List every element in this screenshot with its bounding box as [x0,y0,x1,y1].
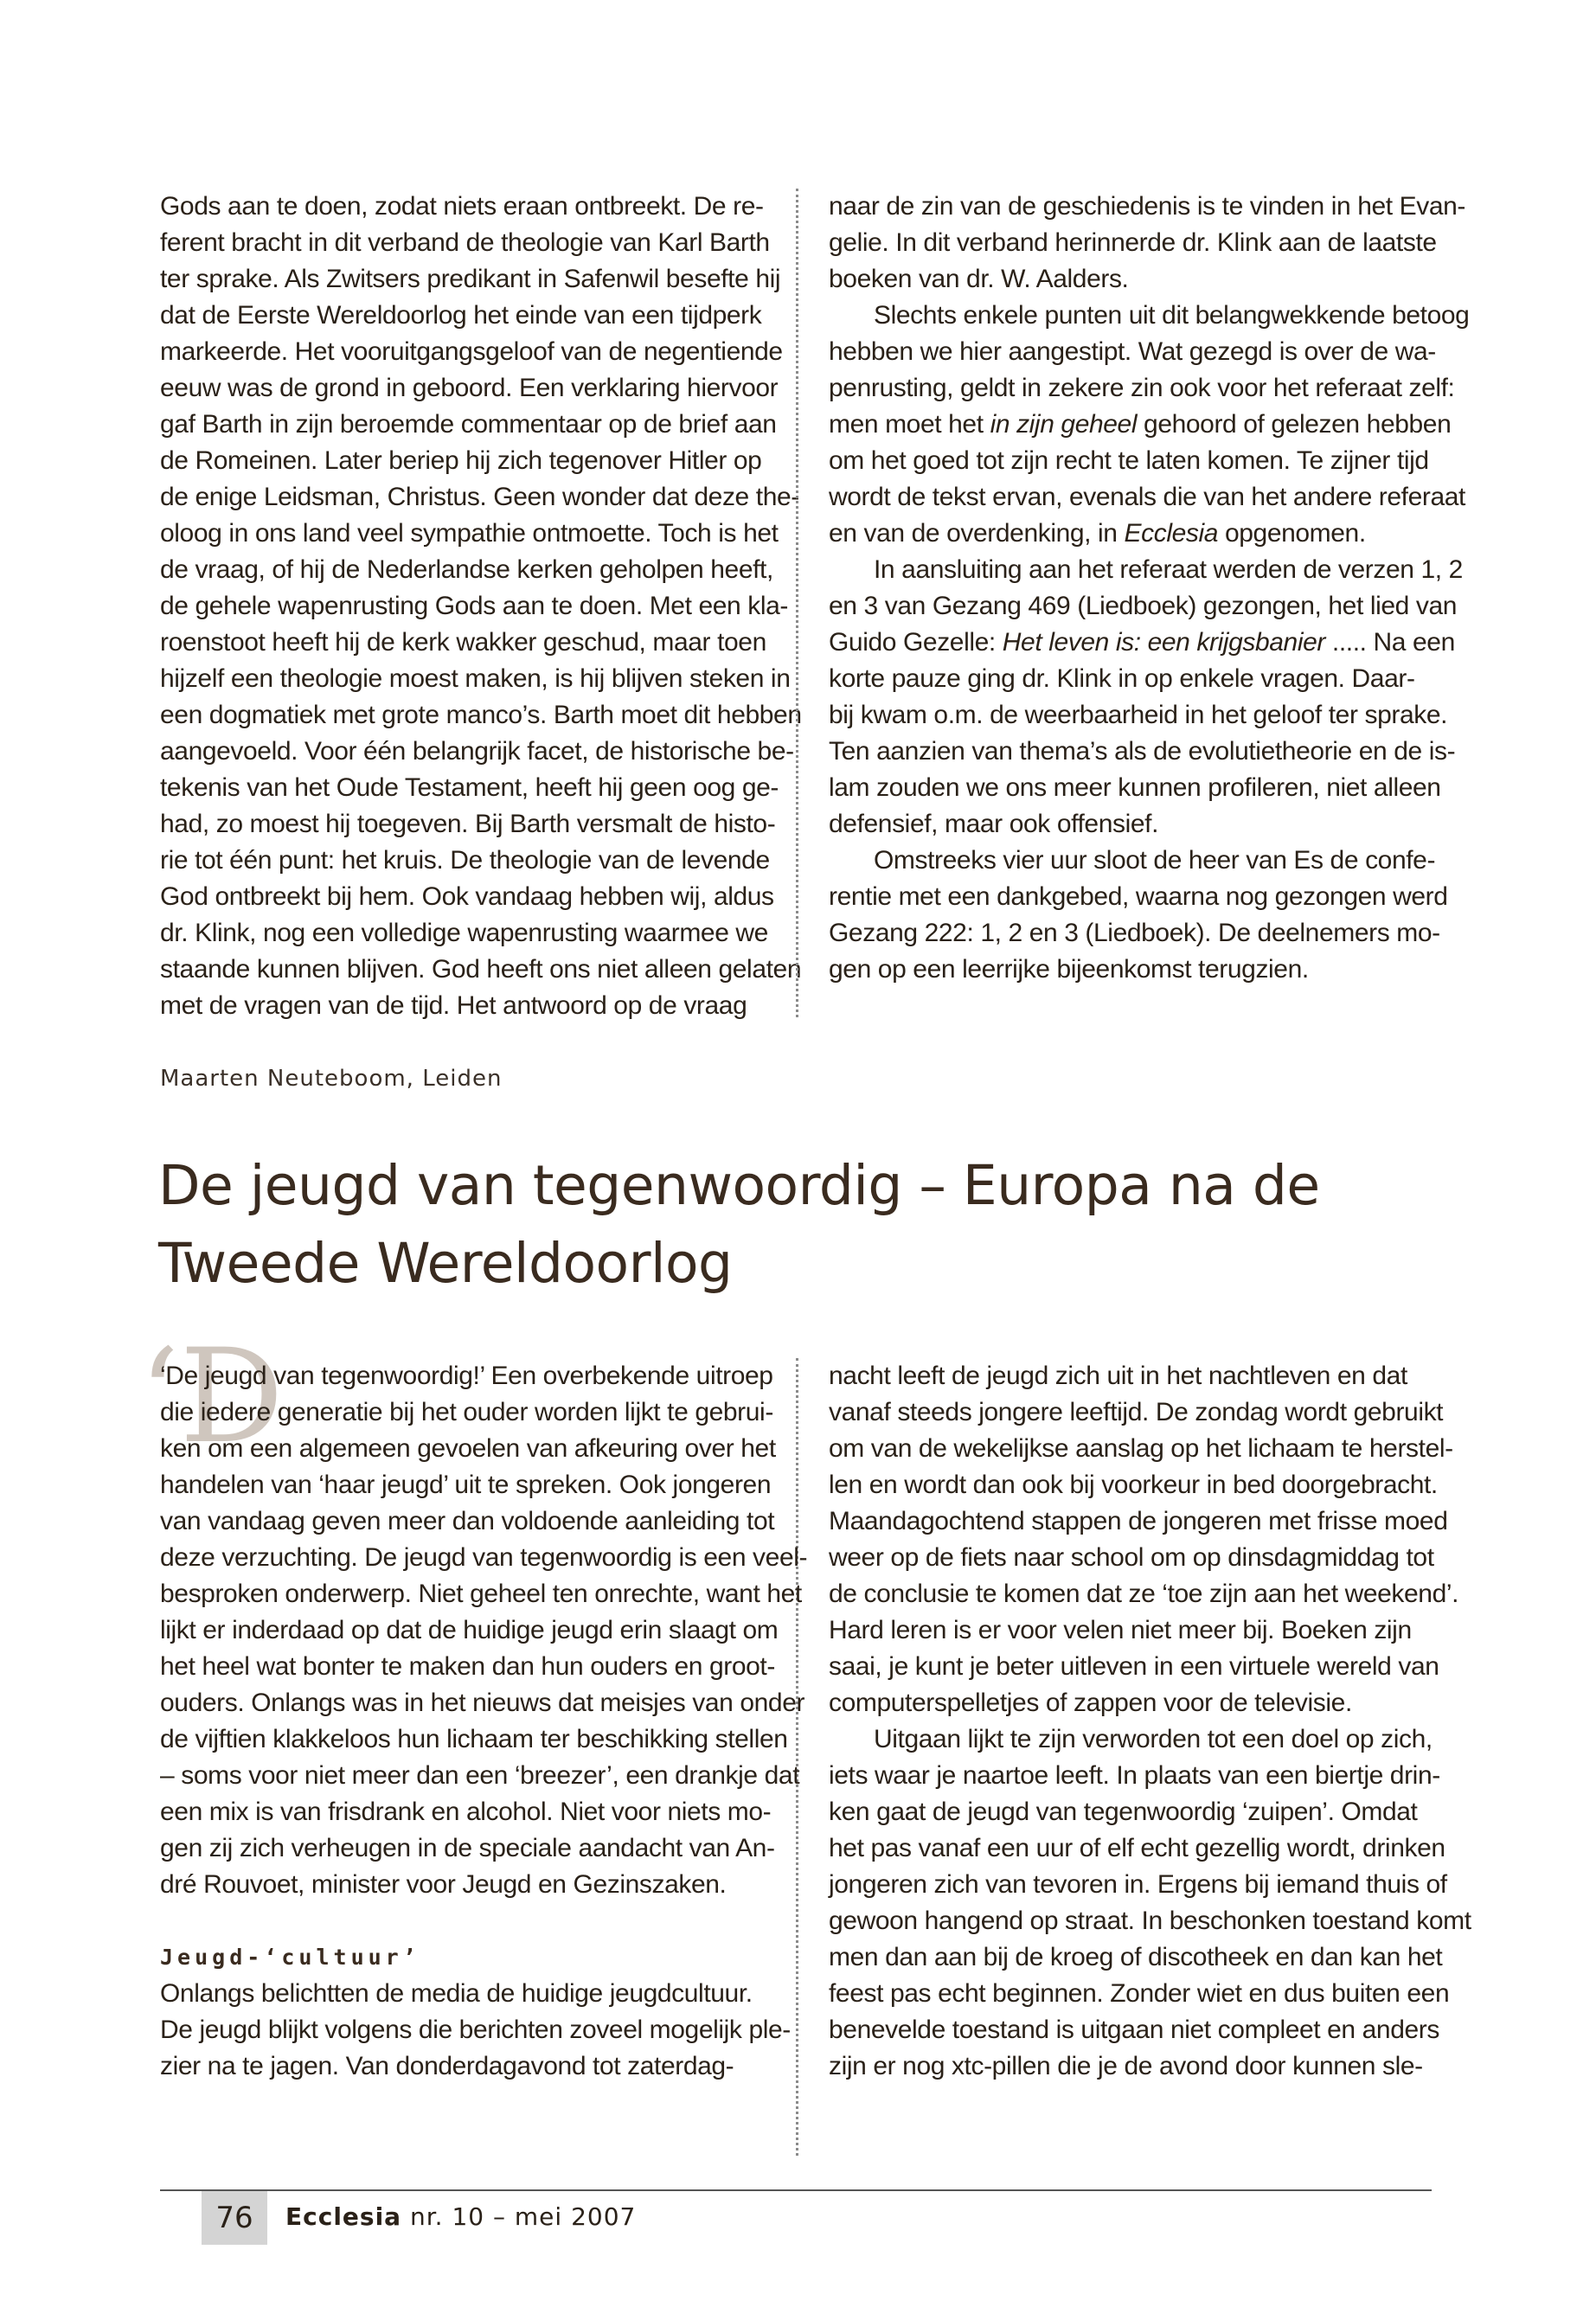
footer-issue-line [285,2202,636,2231]
text-line: roenstoot heeft hij de kerk wakker geschud, maar toen [160,628,766,657]
column-divider [796,189,798,1017]
text-line: weer op de fiets naar school om op dinsdagmiddag tot [829,1543,1434,1572]
text-line: rie tot één punt: het kruis. De theologie van de levende [160,846,770,875]
text-line: Ten aanzien van thema’s als de evolutietheorie en de is- [829,737,1456,766]
text-line [829,407,1452,443]
text-line: naar de zin van de geschiedenis is te vinden in het Evan- [829,192,1466,221]
text-line: eeuw was de grond in geboord. Een verklaring hiervoor [160,374,779,402]
text-line: ouders. Onlangs was in het nieuws dat meisjes van onder [160,1689,805,1717]
column-divider [796,1358,798,2156]
text-line: penrusting, geldt in zekere zin ook voor het referaat zelf: [829,374,1455,402]
italic-phrase: in zijn geheel [990,410,1138,439]
text-line: Omstreeks vier uur sloot de heer van Es de confe- [874,846,1436,875]
text-line: lam zouden we ons meer kunnen profileren, niet alleen [829,773,1441,802]
italic-phrase: Ecclesia [1124,519,1219,548]
text-line: hebben we hier aangestipt. Wat gezegd is over de wa- [829,337,1436,366]
text-line: die iedere generatie bij het ouder worden lijkt te gebrui- [160,1398,773,1426]
text-line: ‘De jeugd van tegenwoordig!’ Een overbekende uitroep [160,1362,773,1390]
text-line: len en wordt dan ook bij voorkeur in bed doorgebracht. [829,1471,1438,1499]
text-line: het heel wat bonter te maken dan hun ouders en groot- [160,1652,775,1681]
text-line: – soms voor niet meer dan een ‘breezer’, een drankje dat [160,1761,800,1790]
text-line: lijkt er inderdaad op dat de huidige jeugd erin slaagt om [160,1616,779,1644]
text-line: deze verzuchting. De jeugd van tegenwoordig is een veel- [160,1543,808,1572]
text-line: feest pas echt beginnen. Zonder wiet en dus buiten een [829,1979,1450,2008]
drop-cap: ‘D [138,1322,284,1472]
text-line: de Romeinen. Later beriep hij zich tegenover Hitler op [160,446,762,475]
text-line: dré Rouvoet, minister voor Jeugd en Gezinszaken. [160,1870,727,1899]
text-line: gelie. In dit verband herinnerde dr. Klink aan de laatste [829,228,1437,257]
text-line: het pas vanaf een uur of elf echt gezellig wordt, drinken [829,1834,1445,1862]
text-line: zijn er nog xtc-pillen die je de avond door kunnen sle- [829,2052,1423,2080]
text-line: De jeugd blijkt volgens die berichten zoveel mogelijk ple- [160,2016,791,2044]
text-line: gen zij zich verheugen in de speciale aandacht van An- [160,1834,775,1862]
text-run: men moet het [829,410,990,439]
text-line [829,516,1434,552]
text-line: saai, je kunt je beter uitleven in een virtuele wereld van [829,1652,1439,1681]
text-run: en van de overdenking, in [829,519,1125,548]
magazine-name: Ecclesia [285,2202,402,2231]
text-line: de conclusie te komen dat ze ‘toe zijn aan het weekend’. [829,1580,1459,1608]
text-line: Gods aan te doen, zodat niets eraan ontbreekt. De re- [160,192,764,221]
issue-info: nr. 10 – mei 2007 [401,2202,637,2231]
text-line: Maandagochtend stappen de jongeren met frisse moed [829,1507,1448,1535]
text-line: Uitgaan lijkt te zijn verworden tot een doel op zich, [874,1725,1433,1753]
text-line: had, zo moest hij toegeven. Bij Barth versmalt de histo- [160,810,776,838]
text-line: zier na te jagen. Van donderdagavond tot zaterdag- [160,2052,734,2080]
text-line: markeerde. Het vooruitgangsgeloof van de negentiende [160,337,783,366]
text-line: ferent bracht in dit verband de theologie van Karl Barth [160,228,770,257]
text-line: gaf Barth in zijn beroemde commentaar op de brief aan [160,410,777,439]
author-byline: Maarten Neuteboom, Leiden [160,1066,503,1092]
text-line: een mix is van frisdrank en alcohol. Niet voor niets mo- [160,1798,772,1826]
text-line: om van de wekelijkse aanslag op het lichaam te herstel- [829,1434,1453,1463]
text-line: besproken onderwerp. Niet geheel ten onrechte, want het [160,1580,802,1608]
text-line: Hard leren is er voor velen niet meer bij. Boeken zijn [829,1616,1412,1644]
title-line: De jeugd van tegenwoordig – Europa na de [158,1154,1320,1217]
text-line: handelen van ‘haar jeugd’ uit te spreken. Ook jongeren [160,1471,772,1499]
text-line [829,625,1455,661]
article-title [158,1147,1456,1303]
text-line: gen op een leerrijke bijeenkomst terugzien. [829,955,1309,984]
text-line: nacht leeft de jeugd zich uit in het nachtleven en dat [829,1362,1407,1390]
text-line: korte pauze ging dr. Klink in op enkele vragen. Daar- [829,664,1415,693]
text-line: ken gaat de jeugd van tegenwoordig ‘zuipen’. Omdat [829,1798,1418,1826]
text-line: Onlangs belichtten de media de huidige jeugdcultuur. [160,1979,753,2008]
article2-right-column [829,1358,1471,2085]
text-line: oloog in ons land veel sympathie ontmoette. Toch is het [160,519,779,548]
text-line: iets waar je naartoe leeft. In plaats van een biertje drin- [829,1761,1440,1790]
text-line: een dogmatiek met grote manco’s. Barth moet dit hebben [160,701,802,729]
article1-right-column [829,189,1470,988]
text-line: computerspelletjes of zappen voor de televisie. [829,1689,1352,1717]
text-line: bij kwam o.m. de weerbaarheid in het geloof ter sprake. [829,701,1448,729]
page-number: 76 [202,2191,267,2245]
text-line: God ontbreekt bij hem. Ook vandaag hebben wij, aldus [160,882,774,911]
text-line: de vijftien klakkeloos hun lichaam ter beschikking stellen [160,1725,788,1753]
text-line: wordt de tekst ervan, evenals die van het andere referaat [829,483,1465,511]
text-line: de vraag, of hij de Nederlandse kerken geholpen heeft, [160,555,773,584]
text-line: dr. Klink, nog een volledige wapenrusting waarmee we [160,919,768,947]
text-line: tekenis van het Oude Testament, heeft hij geen oog ge- [160,773,779,802]
text-line: van vandaag geven meer dan voldoende aanleiding tot [160,1507,775,1535]
article1-left-column [160,189,802,1024]
section-subheading: Jeugd-‘cultuur’ [160,1945,420,1970]
text-line: aangevoeld. Voor één belangrijk facet, de historische be- [160,737,794,766]
text-line: en 3 van Gezang 469 (Liedboek) gezongen, het lied van [829,592,1458,620]
text-line: boeken van dr. W. Aalders. [829,265,1129,293]
text-line: ken om een algemeen gevoelen van afkeuring over het [160,1434,776,1463]
text-line: de gehele wapenrusting Gods aan te doen. Met een kla- [160,592,788,620]
footer-rule [160,2189,1432,2191]
text-run: gehoord of gelezen hebben [1137,410,1452,439]
text-run: opgenomen. [1218,519,1366,548]
text-line: Slechts enkele punten uit dit belangwekkende betoog [874,301,1470,330]
text-run: Guido Gezelle: [829,628,1003,657]
text-line: dat de Eerste Wereldoorlog het einde van een tijdperk [160,301,762,330]
italic-phrase: Het leven is: een krijgsbanier [1002,628,1325,657]
text-line: rentie met een dankgebed, waarna nog gezongen werd [829,882,1448,911]
text-run: ..... Na een [1324,628,1455,657]
text-line: de enige Leidsman, Christus. Geen wonder dat deze the- [160,483,799,511]
text-line: In aansluiting aan het referaat werden de verzen 1, 2 [874,555,1463,584]
text-line: jongeren zich van tevoren in. Ergens bij iemand thuis of [829,1870,1447,1899]
article2-left-column [160,1358,808,2085]
text-line: defensief, maar ook offensief. [829,810,1159,838]
title-line: Tweede Wereldoorlog [158,1232,733,1295]
text-line: hijzelf een theologie moest maken, is hij blijven steken in [160,664,791,693]
text-line: men dan aan bij de kroeg of discotheek en dan kan het [829,1943,1443,1971]
text-line: vanaf steeds jongere leeftijd. De zondag wordt gebruikt [829,1398,1444,1426]
text-line: ter sprake. Als Zwitsers predikant in Safenwil besefte hij [160,265,781,293]
text-line: om het goed tot zijn recht te laten komen. Te zijner tijd [829,446,1429,475]
text-line: staande kunnen blijven. God heeft ons niet alleen gelaten [160,955,802,984]
text-line: met de vragen van de tijd. Het antwoord op de vraag [160,991,747,1020]
text-line: benevelde toestand is uitgaan niet compleet en anders [829,2016,1439,2044]
text-line: Gezang 222: 1, 2 en 3 (Liedboek). De deelnemers mo- [829,919,1440,947]
text-line: gewoon hangend op straat. In beschonken toestand komt [829,1907,1471,1935]
